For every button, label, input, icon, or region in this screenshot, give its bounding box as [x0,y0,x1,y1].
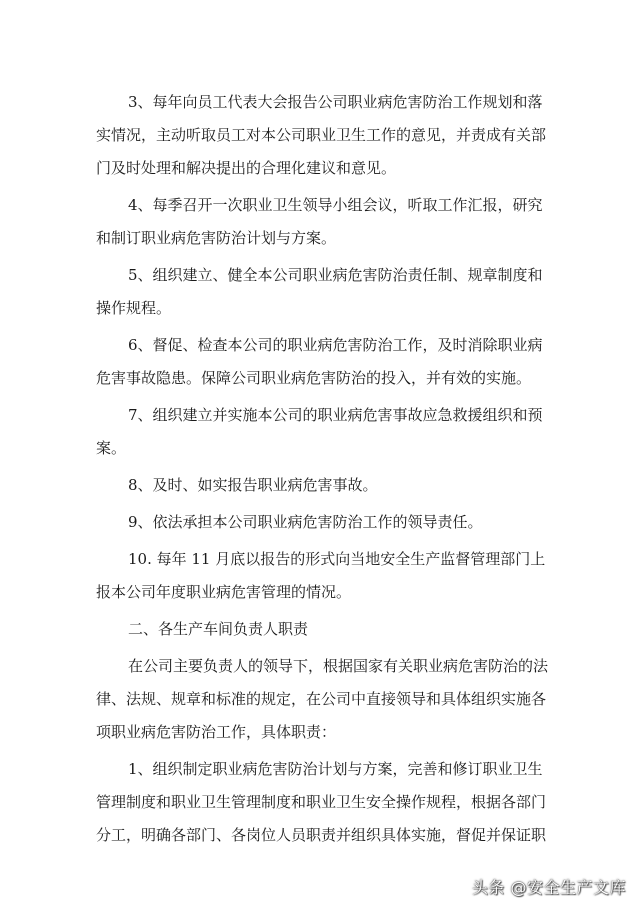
text-line: 3、每年向员工代表大会报告公司职业病危害防治工作规划和落 [128,93,543,111]
text-line: 9、依法承担本公司职业病危害防治工作的领导责任。 [128,513,483,531]
paragraph-item-3 [96,86,556,185]
text-line: 分工，明确各部门、各岗位人员职责并组织具体实施，督促并保证职 [96,826,547,844]
paragraph-item-5 [96,259,556,325]
text-line: 门及时处理和解决提出的合理化建议和意见。 [96,159,397,177]
paragraph-item-7 [96,399,556,465]
text-line: 7、组织建立并实施本公司的职业病危害事故应急救援组织和预 [128,406,543,424]
text-line: 二、各生产车间负责人职责 [128,620,309,638]
text-line: 操作规程。 [96,299,172,317]
section-intro [96,650,556,749]
text-line: 在公司主要负责人的领导下，根据国家有关职业病危害防治的法 [128,657,549,675]
text-line: 6、督促、检查本公司的职业病危害防治工作，及时消除职业病 [128,336,543,354]
text-line: 8、及时、如实报告职业病危害事故。 [128,476,378,494]
text-line: 实情况，主动听取员工对本公司职业卫生工作的意见，并责成有关部 [96,126,547,144]
paragraph-item-4 [96,189,556,255]
text-line: 和制订职业病危害防治计划与方案。 [96,229,337,247]
text-line: 5、组织建立、健全本公司职业病危害防治责任制、规章制度和 [128,266,543,284]
text-line: 案。 [96,439,127,457]
text-line: 项职业病危害防治工作，具体职责： [96,723,337,741]
document-body [96,86,556,856]
text-line: 4、每季召开一次职业卫生领导小组会议，听取工作汇报，研究 [128,196,543,214]
text-line: 危害事故隐患。保障公司职业病危害防治的投入，并有效的实施。 [96,369,532,387]
section-heading [96,613,556,646]
text-line: 报本公司年度职业病危害管理的情况。 [96,583,352,601]
watermark: 头条 @安全生产文库 [471,878,626,897]
paragraph-item-9 [96,506,556,539]
paragraph-item-8 [96,469,556,502]
text-line: 管理制度和职业卫生管理制度和职业卫生安全操作规程，根据各部门 [96,793,547,811]
text-line: 1、组织制定职业病危害防治计划与方案，完善和修订职业卫生 [128,760,543,778]
paragraph-item-6 [96,329,556,395]
text-line: 律、法规、规章和标准的规定，在公司中直接领导和具体组织实施各 [96,690,547,708]
paragraph-item-10 [96,543,556,609]
text-line: 10. 每年 11 月底以报告的形式向当地安全生产监督管理部门上 [128,550,546,568]
workshop-item-1 [96,753,556,852]
